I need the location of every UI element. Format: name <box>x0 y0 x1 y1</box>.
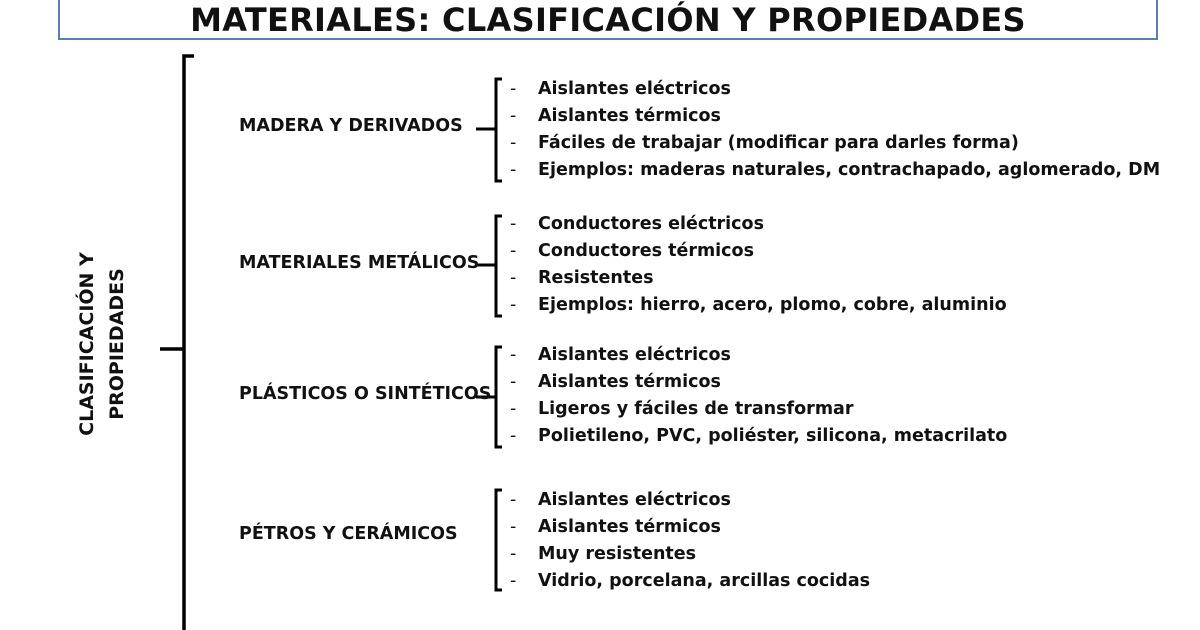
list-item: - Aislantes térmicos <box>510 106 721 126</box>
items-plasticos <box>510 342 1007 450</box>
list-item: - Ejemplos: maderas naturales, contrachapado, aglomerado, DM <box>510 160 1161 180</box>
items-metalicos <box>510 211 1007 319</box>
category-metalicos: MATERIALES METÁLICOS <box>239 253 480 273</box>
list-item: - Fáciles de trabajar (modificar para darles forma) <box>510 133 1019 153</box>
list-item: - Conductores eléctricos <box>510 214 764 234</box>
list-item: - Ligeros y fáciles de transformar <box>510 399 854 419</box>
list-item: - Aislantes térmicos <box>510 517 721 537</box>
list-item: - Ejemplos: hierro, acero, plomo, cobre, aluminio <box>510 295 1007 315</box>
list-item: - Muy resistentes <box>510 544 697 564</box>
list-item: - Vidrio, porcelana, arcillas cocidas <box>510 571 871 591</box>
list-item: - Aislantes eléctricos <box>510 345 731 365</box>
list-item: - Resistentes <box>510 268 654 288</box>
list-item: - Conductores térmicos <box>510 241 754 261</box>
side-label-line-1: CLASIFICACIÓN Y <box>76 252 98 436</box>
category-petros: PÉTROS Y CERÁMICOS <box>239 524 458 544</box>
bracket-metalicos <box>476 216 502 316</box>
category-plasticos: PLÁSTICOS O SINTÉTICOS <box>239 384 492 404</box>
bracket-madera <box>476 79 502 181</box>
bracket-petros <box>496 490 502 590</box>
items-petros <box>510 487 870 595</box>
list-item: - Polietileno, PVC, poliéster, silicona, metacrilato <box>510 426 1008 446</box>
main-bracket <box>160 56 194 630</box>
category-madera: MADERA Y DERIVADOS <box>239 116 463 136</box>
list-item: - Aislantes térmicos <box>510 372 721 392</box>
page-title: MATERIALES: CLASIFICACIÓN Y PROPIEDADES <box>190 1 1026 39</box>
list-item: - Aislantes eléctricos <box>510 490 731 510</box>
list-item: - Aislantes eléctricos <box>510 79 731 99</box>
side-label-line-2: PROPIEDADES <box>106 268 128 420</box>
items-madera <box>510 76 1160 184</box>
